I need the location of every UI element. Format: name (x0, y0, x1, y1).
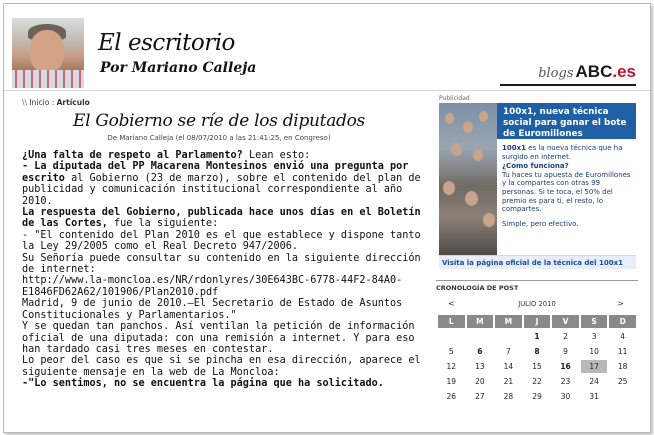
bold-text: ¿Una falta de respeto al Parlamento? (22, 150, 243, 161)
article-byline: De Mariano Calleja (el 08/07/2010 a las 21:41:25, en Congreso) (107, 134, 331, 142)
breadcrumb-home[interactable]: Inicio (29, 98, 50, 107)
calendar-next-button[interactable]: > (617, 299, 624, 308)
calendar-weekday: J (524, 315, 551, 328)
browser-page (3, 3, 651, 433)
ad-simple: Simple, pero efectivo. (502, 219, 579, 228)
calendar-day: 22 (532, 377, 542, 386)
breadcrumb-sep: \\ (22, 98, 28, 107)
calendar-day: 29 (532, 392, 542, 401)
blog-author: Por Mariano Calleja (100, 60, 257, 76)
paragraph: Lo peor del caso es que si se pincha en esa dirección, aparece el siguiente mensaje en la web de La Moncloa: (22, 355, 421, 378)
calendar-day[interactable]: 6 (477, 347, 483, 356)
calendar-day: 30 (560, 392, 571, 401)
text: fue la siguiente: (107, 218, 219, 230)
calendar-day: 18 (617, 362, 628, 371)
abc-blogs-logo[interactable] (538, 62, 636, 82)
calendar-week (438, 390, 636, 403)
ad-desc (502, 144, 634, 161)
bold-text: - La diputada del PP Macarena Montesinos envió una pregunta por escrito (22, 161, 409, 184)
text: al Gobierno (23 de marzo), sobre el contenido del plan de publicidad y comunicación institucional correspondiente al año 2010. (22, 172, 421, 207)
calendar-day: 28 (503, 392, 514, 401)
bold-text: La respuesta del Gobierno, publicada hace unos días en el Boletín de las Cortes, (22, 207, 421, 230)
bold-text: -"Lo sentimos, no se encuentra la página que ha solicitado. (22, 378, 384, 390)
crowd-image[interactable] (439, 103, 497, 255)
calendar-weekday: M (495, 315, 522, 328)
calendar-grid (436, 313, 638, 405)
calendar-empty-cell (609, 390, 636, 403)
calendar-weekday: L (438, 315, 465, 328)
calendar-day: 21 (503, 377, 514, 386)
author-avatar (12, 18, 84, 88)
calendar-day: 17 (581, 360, 608, 373)
breadcrumb (22, 98, 90, 107)
ad-label: Publicidad (439, 95, 470, 102)
calendar-empty-cell (495, 330, 522, 343)
calendar-day: 7 (506, 347, 511, 356)
calendar-weekday: V (552, 315, 579, 328)
calendar-day: 12 (446, 362, 457, 371)
text: Lean esto: (242, 150, 311, 161)
breadcrumb-colon: : (51, 98, 55, 107)
breadcrumb-current: Artículo (56, 98, 90, 107)
calendar-day: 13 (475, 362, 485, 371)
calendar-day: 10 (589, 347, 599, 356)
ad-text (502, 144, 634, 228)
calendar-day: 4 (620, 332, 626, 341)
calendar-day: 26 (446, 392, 457, 401)
calendar-day: 2 (563, 332, 568, 341)
calendar-day[interactable]: 1 (534, 332, 540, 341)
paragraph (22, 378, 434, 389)
calendar-day: 11 (617, 347, 628, 356)
calendar-week (438, 375, 636, 388)
calendar-week (438, 330, 636, 343)
calendar-title: CRONOLOGÍA DE POST (436, 284, 519, 292)
brand-blogs: blogs (538, 66, 574, 81)
plan-url: http://www.la-moncloa.es/NR/rdonlyres/30E643BC-6778-44F2-84A0-E1846FD62A62/101906/Plan2010.pdf (22, 275, 403, 298)
calendar-day: 5 (448, 347, 454, 356)
blog-title[interactable]: El escritorio (98, 30, 235, 56)
ad-answer: Tu haces tu apuesta de Euromillones y la compartes con otras 99 personas. Si te toca, el 50% del premio es para ti, el resto, lo compartes. (502, 170, 631, 214)
sidebar-ad[interactable] (439, 95, 636, 270)
calendar-week (438, 345, 636, 358)
calendar-empty-cell (467, 330, 494, 343)
article-body (22, 150, 434, 390)
calendar-day: 3 (591, 332, 597, 341)
calendar-empty-cell (438, 330, 465, 343)
calendar-day: 14 (503, 362, 514, 371)
ad-desc-rest: es la nueva técnica que ha surgido en internet. (502, 144, 623, 161)
ad-desc-bold: 100x1 (502, 144, 526, 152)
paragraph: Su Señoría puede consultar su contenido en la siguiente dirección de internet: (22, 252, 421, 276)
calendar-weekday: M (467, 315, 494, 328)
paragraph: Madrid, 9 de junio de 2010.—El Secretario de Estado de Asuntos Constitucionales y Parlamentarios." (22, 298, 403, 321)
paragraph (22, 207, 434, 230)
paragraph: Y se quedan tan panchos. Así ventilan la petición de información oficial de una diputada: con una remisión a internet. Y para eso han tardado casi tres meses en contestar. (22, 321, 415, 355)
ad-question: ¿Como funciona? (502, 162, 569, 171)
paragraph (22, 161, 434, 207)
ad-link[interactable]: Visita la página oficial de la técnica del 100x1 (439, 255, 636, 269)
calendar-day: 19 (446, 377, 457, 386)
logo-underline (500, 84, 636, 86)
calendar-day[interactable]: 16 (560, 362, 571, 371)
brand-es: .es (612, 62, 636, 81)
calendar-day: 9 (563, 347, 568, 356)
calendar-day: 23 (560, 377, 571, 386)
blog-header (4, 4, 650, 91)
calendar-day: 15 (532, 362, 542, 371)
calendar-day[interactable]: 8 (534, 347, 540, 356)
calendar-divider (436, 280, 638, 281)
calendar-day: 31 (589, 392, 599, 401)
calendar-day: 27 (475, 392, 485, 401)
calendar-prev-button[interactable]: < (448, 299, 455, 308)
calendar-day: 24 (589, 377, 599, 386)
calendar-week (438, 360, 636, 373)
calendar-nav (436, 299, 638, 311)
article-title: El Gobierno se ríe de los diputados (73, 111, 365, 131)
ad-headline[interactable]: 100x1, nueva técnica social para ganar el bote de Euromillones (497, 103, 636, 139)
calendar-weekday: S (581, 315, 608, 328)
calendar-day: 25 (617, 377, 628, 386)
calendar-day: 20 (475, 377, 485, 386)
calendar-weekday: D (609, 315, 636, 328)
paragraph: - "El contenido del Plan 2010 es el que establece y dispone tanto la Ley 29/2005 como el Real Decreto 947/2006. (22, 229, 421, 253)
paragraph (22, 150, 434, 161)
brand-abc: ABC (575, 62, 613, 81)
calendar-month: JULIO 2010 (518, 300, 556, 308)
